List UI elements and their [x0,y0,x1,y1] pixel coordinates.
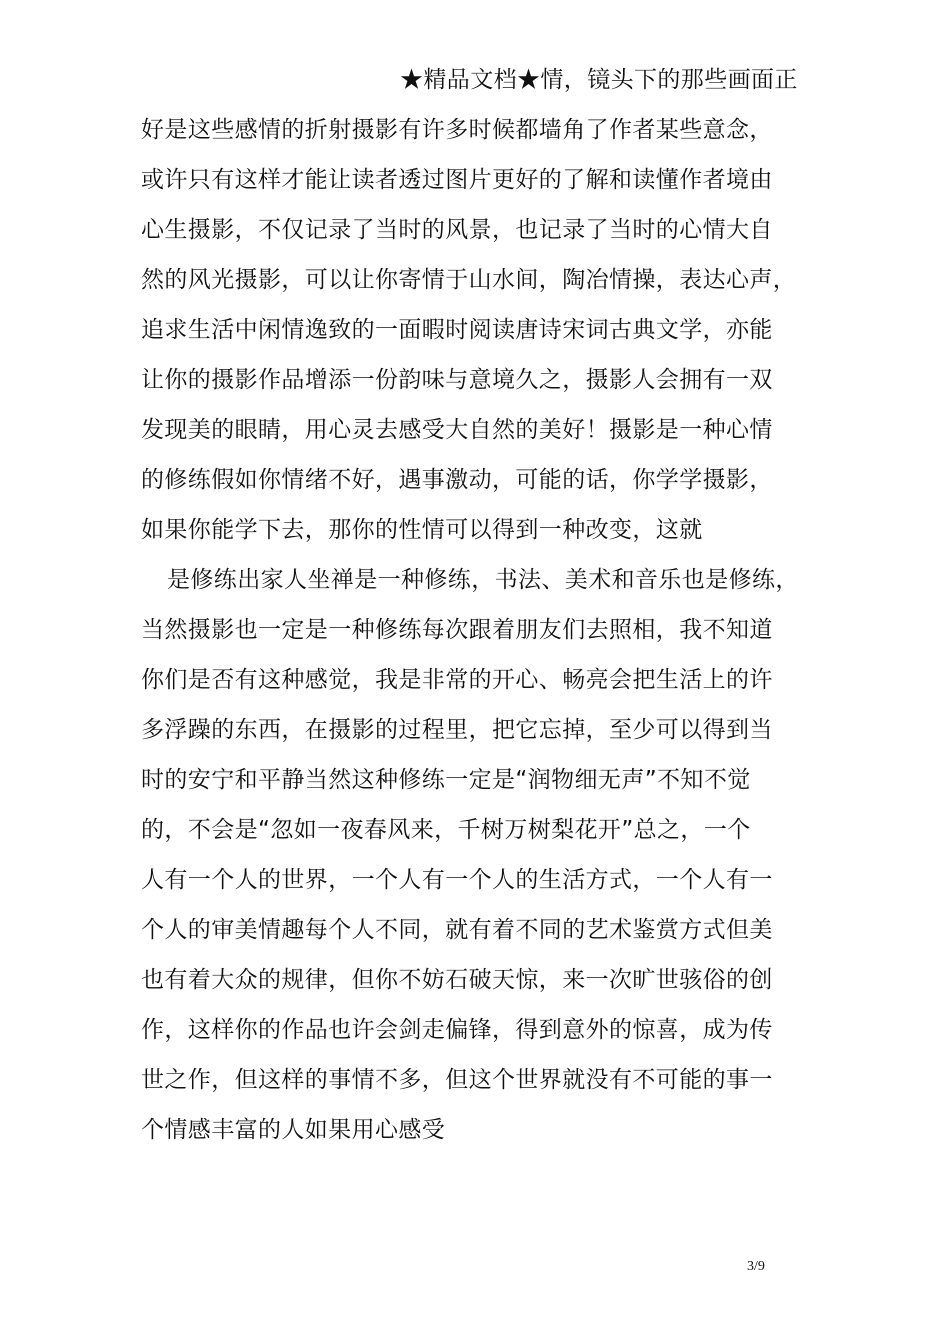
text-line: 好是这些感情的折射摄影有许多时候都墙角了作者某些意念， [141,117,773,143]
first-text-line [400,65,798,95]
text-line: 发现美的眼睛，用心灵去感受大自然的美好！摄影是一种心情 [141,417,773,443]
text-line: 个情感丰富的人如果用心感受 [141,1117,446,1143]
text-line: 当然摄影也一定是一种修练每次跟着朋友们去照相，我不知道 [141,617,773,643]
text-line: 也有着大众的规律，但你不妨石破天惊，来一次旷世骇俗的创 [141,967,773,993]
text-line: 如果你能学下去，那你的性情可以得到一种改变，这就 [141,517,703,543]
paragraph-start-line: 是修练出家人坐禅是一种修练，书法、美术和音乐也是修练， [167,567,799,593]
text-line: 心生摄影，不仅记录了当时的风景，也记录了当时的心情大自 [141,217,773,243]
header-tag: ★精品文档★ [400,67,541,93]
text-line: 个人的审美情趣每个人不同，就有着不同的艺术鉴赏方式但美 [141,917,773,943]
text-line: 追求生活中闲情逸致的一面暇时阅读唐诗宋词古典文学，亦能 [141,317,773,343]
text-line: 作，这样你的作品也许会剑走偏锋，得到意外的惊喜，成为传 [141,1017,773,1043]
text-line: 然的风光摄影，可以让你寄情于山水间，陶冶情操，表达心声， [141,267,797,293]
text-line: 时的安宁和平静当然这种修练一定是“润物细无声”不知不觉 [141,767,751,793]
text-line: 多浮躁的东西，在摄影的过程里，把它忘掉，至少可以得到当 [141,717,773,743]
text-line: 让你的摄影作品增添一份韵味与意境久之，摄影人会拥有一双 [141,367,773,393]
text-line: 世之作，但这样的事情不多，但这个世界就没有不可能的事一 [141,1067,773,1093]
first-line-text: 情，镜头下的那些画面正 [540,67,798,93]
text-line: 的修练假如你情绪不好，遇事激动，可能的话，你学学摄影， [141,467,773,493]
text-line: 你们是否有这种感觉，我是非常的开心、畅亮会把生活上的许 [141,667,773,693]
text-line: 人有一个人的世界，一个人有一个人的生活方式，一个人有一 [141,867,773,893]
page-number: 3/9 [747,1259,765,1274]
text-line: 或许只有这样才能让读者透过图片更好的了解和读懂作者境由 [141,167,773,193]
text-line: 的，不会是“忽如一夜春风来，千树万树梨花开”总之，一个 [141,817,751,843]
